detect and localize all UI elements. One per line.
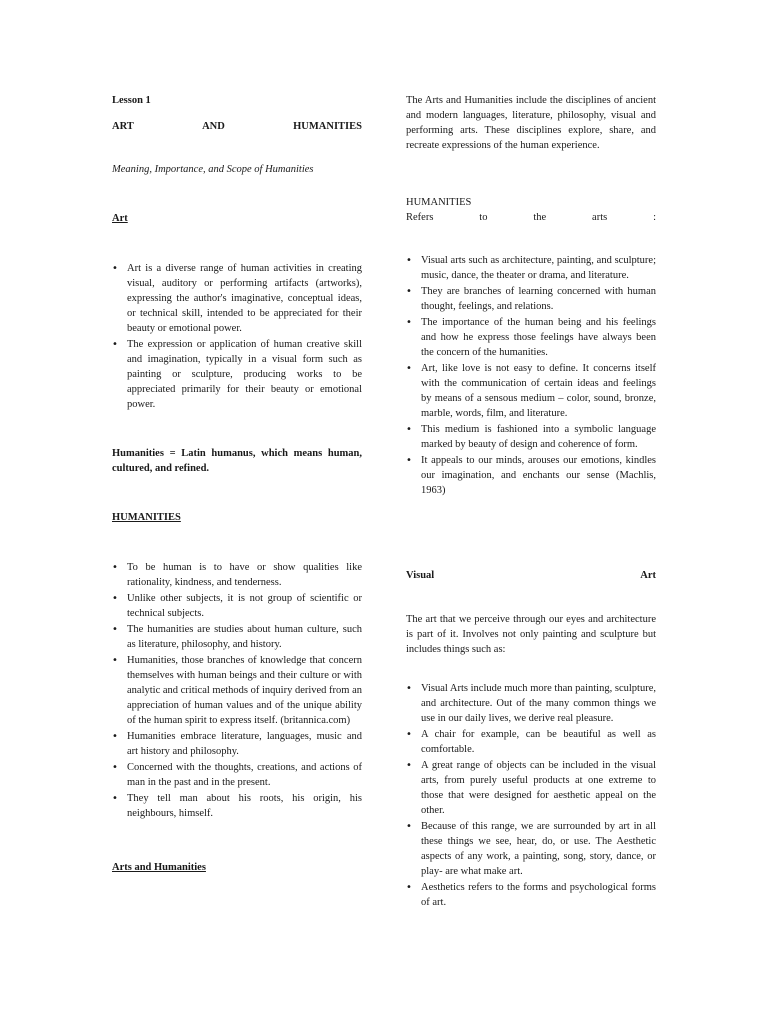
list-item: • The expression or application of human creative skill and imagination, typically in a visual form such as painting or sculpture, producing works to be appreciated primarily for their beauty or emotional power. <box>112 337 362 412</box>
visual-art-bullet-list <box>406 681 656 911</box>
list-item: • Art is a diverse range of human activities in creating visual, auditory or performing artifacts (artworks), expressing the author's imaginative, conceptual ideas, or technical skill, intended to be appreciated for their beauty or emotional power. <box>112 261 362 336</box>
visual-art-word: Art <box>640 570 656 581</box>
list-item: • Because of this range, we are surrounded by art in all these things we see, hear, do, or use. The Aesthetic aspects of any work, a painting, song, story, dance, or play- are what make art. <box>406 819 656 879</box>
arts-bullet-list <box>406 253 656 499</box>
list-item: • Humanities, those branches of knowledge that concern themselves with human beings and their culture or with analytic and critical methods of inquiry derived from an appreciation of human values and of the unique ability of the human spirit to express itself. (britannica.com) <box>112 653 362 728</box>
list-item: • Unlike other subjects, it is not group of scientific or technical subjects. <box>112 591 362 621</box>
art-heading: Art <box>112 213 128 224</box>
lesson-subtitle: Meaning, Importance, and Scope of Humanities <box>112 164 314 175</box>
list-item: • Visual Arts include much more than painting, sculpture, and architecture. Out of the many common things we use in our daily lives, we derive real pleasure. <box>406 681 656 726</box>
intro-paragraph: The Arts and Humanities include the disciplines of ancient and modern languages, literature, philosophy, visual and performing arts. These disciplines explore, share, and recreate expressions of the human experience. <box>406 95 656 151</box>
list-item: • Humanities embrace literature, languages, music and art history and philosophy. <box>112 729 362 759</box>
list-item: • To be human is to have or show qualities like rationality, kindness, and tenderness. <box>112 560 362 590</box>
refers-word: arts <box>592 212 608 223</box>
title-word: ART <box>112 121 134 132</box>
list-item: • The humanities are studies about human culture, such as literature, philosophy, and history. <box>112 622 362 652</box>
list-item: • This medium is fashioned into a symbolic language marked by beauty of design and coherence of form. <box>406 422 656 452</box>
refers-word: to <box>479 212 488 223</box>
visual-art-heading <box>406 568 656 583</box>
arts-humanities-heading: Arts and Humanities <box>112 862 206 873</box>
refers-word: the <box>533 212 547 223</box>
list-item: • They are branches of learning concerned with human thought, feelings, and relations. <box>406 284 656 314</box>
list-item: • The importance of the human being and his feelings and how he express those feelings have always been the concern of the humanities. <box>406 315 656 360</box>
refers-line <box>406 210 656 225</box>
humanities-label: HUMANITIES <box>406 197 472 208</box>
list-item: • Concerned with the thoughts, creations, and actions of man in the past and in the present. <box>112 760 362 790</box>
refers-word: Refers <box>406 212 434 223</box>
title-word: HUMANITIES <box>293 121 362 132</box>
latin-definition: Humanities = Latin humanus, which means human, cultured, and refined. <box>112 448 362 474</box>
list-item: • Art, like love is not easy to define. It concerns itself with the communication of certain ideas and feelings by means of a sensous medium – color, sound, bronze, marble, words, film, and literature. <box>406 361 656 421</box>
art-bullet-list <box>112 261 362 413</box>
list-item: • They tell man about his roots, his origin, his neighbours, himself. <box>112 791 362 821</box>
list-item: • It appeals to our minds, arouses our emotions, kindles our imagination, and enchants our sense (Machlis, 1963) <box>406 453 656 498</box>
list-item: • Aesthetics refers to the forms and psychological forms of art. <box>406 880 656 910</box>
title-word: AND <box>202 121 225 132</box>
humanities-bullet-list <box>112 560 362 822</box>
refers-word: : <box>653 212 656 223</box>
list-item: • Visual arts such as architecture, painting, and sculpture; music, dance, the theater or drama, and literature. <box>406 253 656 283</box>
list-item: • A great range of objects can be included in the visual arts, from purely useful products at one extreme to those that were designed for aesthetic appeal on the other. <box>406 758 656 818</box>
list-item: • A chair for example, can be beautiful as well as comfortable. <box>406 727 656 757</box>
visual-art-word: Visual <box>406 570 435 581</box>
lesson-title <box>112 119 362 134</box>
visual-art-intro: The art that we perceive through our eyes and architecture is part of it. Involves not only painting and sculpture but includes things such as: <box>406 614 656 655</box>
lesson-label: Lesson 1 <box>112 95 151 106</box>
humanities-heading: HUMANITIES <box>112 512 181 523</box>
